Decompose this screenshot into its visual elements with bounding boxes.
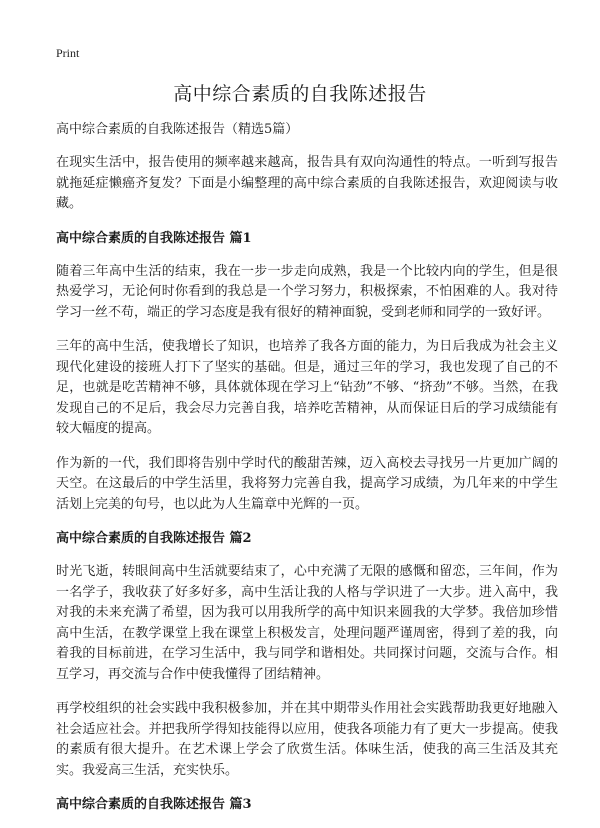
section-paragraph: 再学校组织的社会实践中我积极参加，并在其中期带头作用社会实践帮助我更好地融入社会适应社会。并把我所学得知技能得以应用，使我各项能力有了更大一步提高。使我的素质有很大提升。在艺术课上学会了欣赏生活。体味生活，使我的高三生活及其充实。我爱高三生活，充实快乐。 (56, 701, 558, 778)
document-body (56, 120, 558, 828)
section-heading: 高中综合素质的自我陈述报告 篇3 (56, 797, 252, 812)
document-title: 高中综合素质的自我陈述报告 (173, 83, 427, 105)
document-subtitle: 高中综合素质的自我陈述报告（精选5篇） (56, 122, 299, 137)
section-heading: 高中综合素质的自我陈述报告 篇1 (56, 230, 252, 246)
section-heading: 高中综合素质的自我陈述报告 篇2 (56, 531, 252, 546)
section-paragraph: 时光飞逝，转眼间高中生活就要结束了，心中充满了无限的感慨和留恋，三年间，作为一名学子，我收获了好多好多，高中生活让我的人格与学识进了一大步。进入高中，我对我的未来充满了希望，因为我可以用我所学的高中知识来圆我的大学梦。我倍加珍惜高中生活，在教学课堂上我在课堂上积极发言，处理问题严谨周密，得到了差的我，向着我的目标前进，在学习生活中，我与同学和谐相处。共同探讨问题，交流与合作。相互学习，再交流与合作中使我懂得了团结精神。 (56, 564, 558, 682)
section-paragraph: 三年的高中生活，使我增长了知识，也培养了我各方面的能力，为日后我成为社会主义现代化建设的接班人打下了坚实的基础。但是，通过三年的学习，我也发现了自己的不足，也就是吃苦精神不够，具体就体现在学习上“钻劲”不够、“挤劲”不够。当然，在我发现自己的不足后，我会尽力完善自我，培养吃苦精神，从而保证日后的学习成绩能有较大幅度的提高。 (56, 339, 558, 436)
section-paragraph: 随着三年高中生活的结束，我在一步一步走向成熟，我是一个比较内向的学生，但是很热爱学习，无论何时你看到的我总是一个学习努力，积极探索，不怕困难的人。我对待学习一丝不苟，端正的学习态度是我有很好的精神面貌，受到老师和同学的一致好评。 (56, 263, 558, 320)
print-link[interactable]: Print (56, 46, 80, 60)
intro-paragraph: 在现实生活中，报告使用的频率越来越高，报告具有双向沟通性的特点。一听到写报告就拖延症懒癌齐复发？下面是小编整理的高中综合素质的自我陈述报告，欢迎阅读与收藏。 (56, 155, 558, 211)
section-paragraph: 作为新的一代，我们即将告别中学时代的酸甜苦辣，迈入高校去寻找另一片更加广阔的天空。在这最后的中学生活里，我将努力完善自我，提高学习成绩，为几年来的中学生活划上完美的句号，也以此为人生篇章中光辉的一页。 (56, 455, 558, 512)
